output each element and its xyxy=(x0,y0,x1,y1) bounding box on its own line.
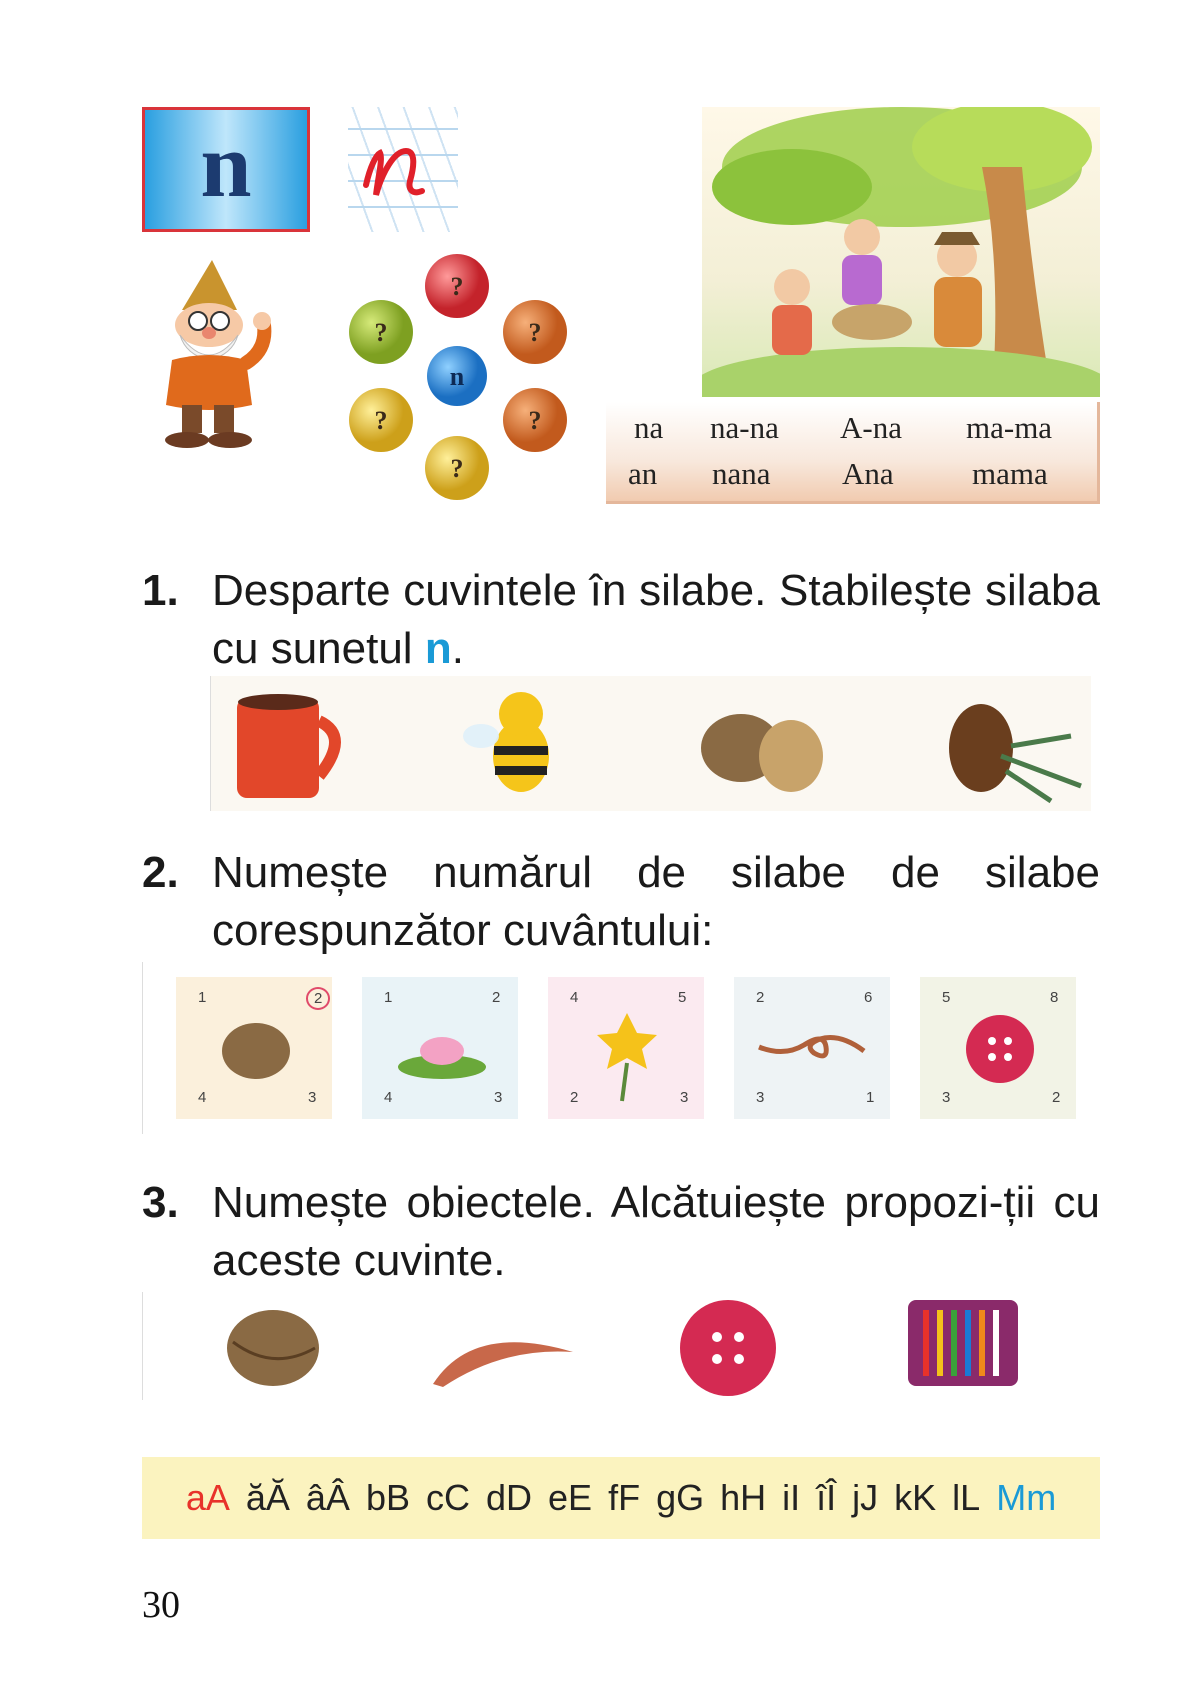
petal-label: ? xyxy=(528,318,542,347)
count-tile[interactable] xyxy=(176,977,332,1119)
count-tile[interactable] xyxy=(548,977,704,1119)
pencil-case-icon xyxy=(908,1300,1018,1386)
corner-number: 1 xyxy=(866,1089,875,1106)
alphabet-letter: jJ xyxy=(852,1477,879,1518)
corner-number: 2 xyxy=(492,989,501,1006)
bee-icon xyxy=(463,692,549,792)
exercise-3 xyxy=(142,1174,1100,1290)
alphabet-letter: cC xyxy=(426,1477,470,1518)
walnut-icon xyxy=(227,1310,319,1386)
walnut-icon xyxy=(216,1011,296,1085)
exercise-1-pictures xyxy=(210,676,1091,811)
corner-number: 1 xyxy=(198,989,207,1006)
wheel-center-label: n xyxy=(449,362,465,391)
knot-icon xyxy=(754,1027,870,1067)
alphabet-letter: âÂ xyxy=(305,1477,350,1518)
printed-letter: n xyxy=(200,113,252,216)
alphabet-letter-current: Mm xyxy=(996,1477,1057,1518)
script-letter-card xyxy=(348,107,458,232)
alphabet-letter: dD xyxy=(486,1477,533,1518)
mug-icon xyxy=(237,694,335,798)
exercise-number: 1. xyxy=(142,566,179,615)
petal-label: ? xyxy=(450,454,464,483)
syllable: mama xyxy=(972,456,1048,491)
button-icon xyxy=(962,1011,1038,1087)
corner-number: 5 xyxy=(678,989,687,1006)
circled-number: 2 xyxy=(306,987,330,1010)
corner-number: 8 xyxy=(1050,989,1059,1006)
exercise-2 xyxy=(142,844,1100,960)
syllable: A-na xyxy=(840,410,902,445)
petal-label: ? xyxy=(450,272,464,301)
petal-label: ? xyxy=(374,406,388,435)
alphabet-letter: îÎ xyxy=(816,1477,837,1518)
exercise-text xyxy=(212,562,1100,678)
picnic-scene-icon xyxy=(702,107,1100,397)
daffodil-icon xyxy=(592,1003,662,1103)
button-icon xyxy=(680,1300,776,1396)
dwarf-icon xyxy=(142,255,277,450)
alphabet-letter: fF xyxy=(608,1477,641,1518)
exercise-text: Numește obiectele. Alcătuiește propozi-ții cu aceste cuvinte. xyxy=(212,1178,1100,1285)
corner-number: 4 xyxy=(198,1089,207,1106)
syllable: Ana xyxy=(842,456,894,491)
alphabet-letter: eE xyxy=(548,1477,593,1518)
corner-number: 3 xyxy=(494,1089,503,1106)
syllable: an xyxy=(628,456,658,491)
exercise-text-part: Desparte cuvintele în silabe. Stabilește silaba cu sunetul xyxy=(212,566,1100,673)
syllable: ma-ma xyxy=(966,410,1053,445)
corner-number: 1 xyxy=(384,989,393,1006)
alphabet-letter: ăĂ xyxy=(245,1477,290,1518)
highlight-letter: n xyxy=(424,624,452,673)
syllable: na-na xyxy=(710,410,779,445)
exercise-3-pictures xyxy=(142,1292,1101,1400)
corner-number: 6 xyxy=(864,989,873,1006)
walnut-icon xyxy=(701,714,823,792)
picnic-illustration xyxy=(702,107,1100,397)
script-letter-icon xyxy=(348,107,458,232)
page-number: 30 xyxy=(142,1584,180,1626)
alphabet-letter: iI xyxy=(782,1477,801,1518)
alphabet-letter: kK xyxy=(894,1477,937,1518)
corner-number: 5 xyxy=(942,989,951,1006)
exercise-text-part: . xyxy=(451,624,464,673)
alphabet-letter: gG xyxy=(656,1477,705,1518)
alphabet-letter: aA xyxy=(185,1477,230,1518)
alphabet-bar xyxy=(142,1457,1100,1539)
corner-number: 2 xyxy=(756,989,765,1006)
corner-number: 3 xyxy=(942,1089,951,1106)
pine-cone-icon xyxy=(949,704,1081,801)
alphabet-letter: bB xyxy=(365,1477,410,1518)
letter-card xyxy=(142,107,310,232)
exercise-number: 3. xyxy=(142,1178,179,1227)
exercise-text: Numește numărul de silabe de silabe corespunzător cuvântului: xyxy=(212,848,1100,955)
corner-number: 2 xyxy=(570,1089,579,1106)
petal-label: ? xyxy=(374,318,388,347)
alphabet-letter: hH xyxy=(720,1477,767,1518)
count-tile[interactable] xyxy=(734,977,890,1119)
alphabet-letter: lL xyxy=(952,1477,981,1518)
corner-number: 4 xyxy=(384,1089,393,1106)
corner-number: 4 xyxy=(570,989,579,1006)
syllable-table xyxy=(606,402,1100,504)
exercise-number: 2. xyxy=(142,848,179,897)
exercise-1 xyxy=(142,562,1100,678)
corner-number: 2 xyxy=(1052,1089,1061,1106)
count-tile[interactable] xyxy=(920,977,1076,1119)
corner-number: 3 xyxy=(680,1089,689,1106)
syllable: nana xyxy=(712,456,771,491)
corner-number: 3 xyxy=(308,1089,317,1106)
nutshell-icon xyxy=(433,1342,573,1387)
corner-number: 3 xyxy=(756,1089,765,1106)
letter-wheel xyxy=(345,250,570,512)
count-tile[interactable] xyxy=(362,977,518,1119)
water-lily-icon xyxy=(392,1017,492,1087)
syllable: na xyxy=(634,410,664,445)
petal-label: ? xyxy=(528,406,542,435)
